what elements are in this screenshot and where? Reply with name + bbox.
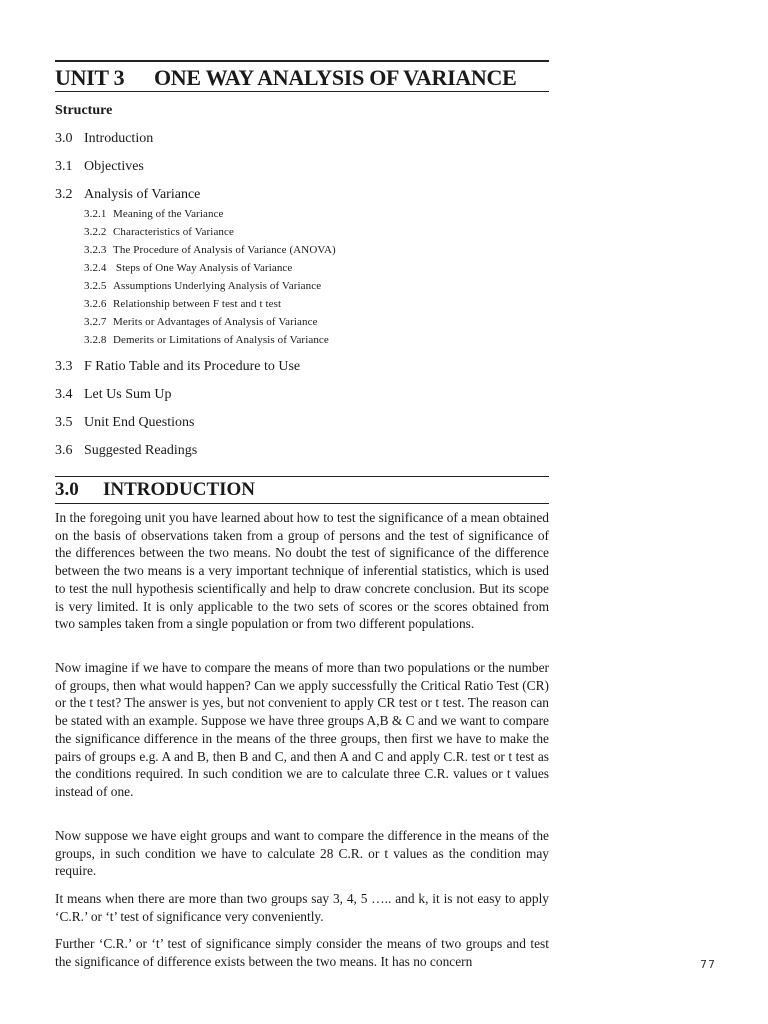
toc-item-label: Unit End Questions	[84, 415, 195, 430]
toc-item	[55, 159, 144, 175]
toc-item-label: Suggested Readings	[84, 443, 198, 458]
unit-title: ONE WAY ANALYSIS OF VARIANCE	[154, 65, 517, 90]
paragraph: In the foregoing unit you have learned about how to test the significance of a mean obtained on the basis of observations taken from a group of persons and the test of significance of the differences between the two means. No doubt the test of significance of the difference between the two means is a very important technique of inferential statistics, which is used to test the null hypothesis scientifically and help to draw concrete conclusion. But its scope is very limited. It is only applicable to the two sets of scores or the scores obtained from two samples taken from a single population or from two different populations.	[55, 510, 549, 632]
toc-subitem-label: The Procedure of Analysis of Variance (ANOVA)	[113, 244, 336, 256]
toc-subitem	[84, 316, 318, 328]
toc-item	[55, 415, 194, 431]
toc-subitem-number: 3.2.6	[84, 298, 107, 310]
toc-subitem	[84, 226, 234, 238]
toc-item	[55, 131, 153, 147]
paragraph: Now suppose we have eight groups and want to compare the difference in the means of the groups, in such condition we have to calculate 28 C.R. or t values as the condition may require.	[55, 828, 549, 879]
toc-item-number: 3.1	[55, 159, 73, 174]
paragraph: It means when there are more than two groups say 3, 4, 5 ….. and k, it is not easy to apply ‘C.R.’ or ‘t’ test of significance very conveniently.	[55, 891, 549, 924]
paragraph: Now imagine if we have to compare the means of more than two populations or the number of groups, then what would happen? Can we apply successfully the Critical Ratio Test (CR) or the t test? The answer is yes, but not convenient to apply CR test or t test. The reason can be stated with an example. Suppose we have three groups A,B & C and we want to compare the significance difference in the means of the three groups, then first we have to make the pairs of groups e.g. A and B, then B and C, and then A and C and apply C.R. test or t test as the conditions required. In such condition we are to calculate three C.R. values or t values instead of one.	[55, 660, 549, 799]
toc-item-label: Introduction	[84, 131, 154, 146]
toc-subitem	[84, 298, 281, 310]
toc-subitem-label: Meaning of the Variance	[113, 208, 224, 220]
toc-subitem-number: 3.2.2	[84, 226, 107, 238]
toc-subitem	[84, 280, 321, 292]
toc-item	[55, 187, 200, 203]
toc-subitem	[84, 262, 292, 274]
section-heading	[55, 476, 549, 504]
toc-subitem-number: 3.2.7	[84, 316, 107, 328]
toc-subitem-label: Characteristics of Variance	[113, 226, 234, 238]
toc-subitem-number: 3.2.3	[84, 244, 107, 256]
toc-subitem-number: 3.2.4	[84, 262, 107, 274]
toc-item-label: Let Us Sum Up	[84, 387, 172, 402]
toc-subitem-number: 3.2.5	[84, 280, 107, 292]
toc-subitem	[84, 334, 329, 346]
toc-item-number: 3.3	[55, 359, 73, 374]
toc-item-label: Analysis of Variance	[84, 187, 201, 202]
toc-item	[55, 387, 172, 403]
toc-subitem-number: 3.2.8	[84, 334, 107, 346]
toc-subitem-label: Relationship between F test and t test	[113, 298, 282, 310]
toc-subitem	[84, 208, 224, 220]
toc-subitem-label: Merits or Advantages of Analysis of Variance	[113, 316, 318, 328]
unit-heading	[55, 60, 549, 92]
unit-number: UNIT 3	[55, 65, 125, 90]
toc-item-number: 3.6	[55, 443, 73, 458]
toc-item	[55, 359, 300, 375]
toc-item-label: Objectives	[84, 159, 144, 174]
section-title: INTRODUCTION	[103, 479, 256, 500]
toc-subitem-number: 3.2.1	[84, 208, 107, 220]
toc-item-label: F Ratio Table and its Procedure to Use	[84, 359, 301, 374]
toc-item-number: 3.2	[55, 187, 73, 202]
toc-item	[55, 443, 197, 459]
toc-subitem-label: Steps of One Way Analysis of Variance	[113, 262, 293, 274]
page-number: 77	[700, 958, 716, 971]
toc-item-number: 3.5	[55, 415, 73, 430]
toc-subitem-label: Assumptions Underlying Analysis of Variance	[113, 280, 322, 292]
toc-subitem	[84, 244, 336, 256]
structure-label: Structure	[55, 103, 113, 118]
toc-subitem-label: Demerits or Limitations of Analysis of Variance	[113, 334, 329, 346]
toc-item-number: 3.0	[55, 131, 73, 146]
paragraph: Further ‘C.R.’ or ‘t’ test of significance simply consider the means of two groups and test the significance of difference exists between the two means. It has no concern	[55, 936, 549, 969]
toc-item-number: 3.4	[55, 387, 73, 402]
section-number: 3.0	[55, 479, 79, 500]
